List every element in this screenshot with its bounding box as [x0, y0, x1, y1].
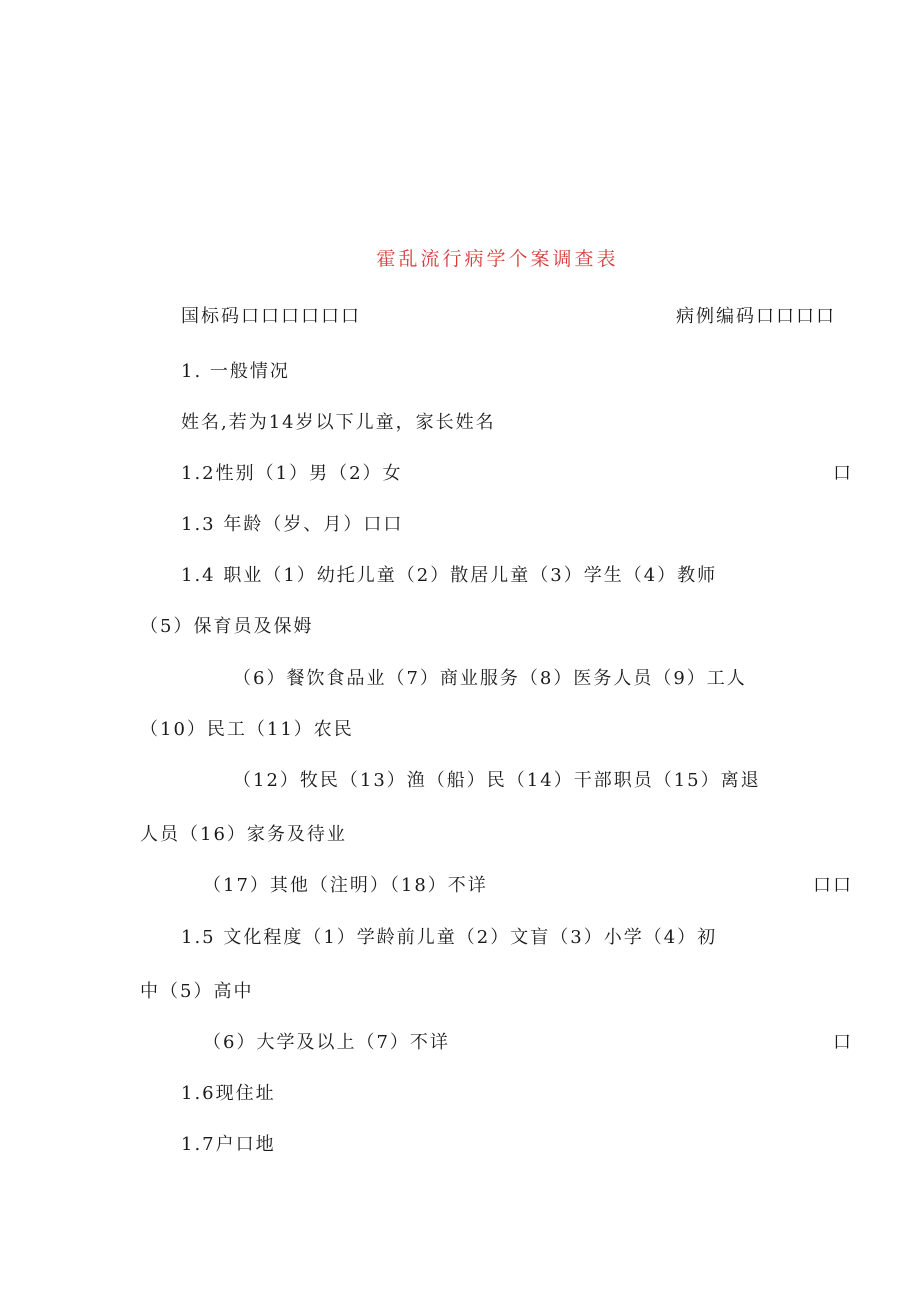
- occupation-checkbox: 口口: [813, 875, 853, 896]
- name-field-label: 姓名,若为14岁以下儿童，家长姓名: [181, 412, 496, 433]
- education-checkbox: 口: [833, 1032, 853, 1053]
- occupation-line-5: （12）牧民（13）渔（船）民（14）干部职员（15）离退: [233, 770, 761, 791]
- national-code: 国标码口口口口口口: [181, 306, 361, 327]
- registered-residence-label: 1.7户口地: [181, 1134, 276, 1155]
- sex-field-label: 1.2性别（1）男（2）女: [181, 463, 403, 484]
- case-code: 病例编码口口口口: [676, 306, 836, 327]
- education-line-3: （6）大学及以上（7）不详: [203, 1032, 450, 1053]
- occupation-line-2: （5）保育员及保姆: [140, 616, 314, 637]
- age-field-label: 1.3 年龄（岁、月）口口: [181, 514, 404, 535]
- education-line-1: 1.5 文化程度（1）学龄前儿童（2）文盲（3）小学（4）初: [181, 927, 718, 948]
- sex-checkbox: 口: [833, 463, 853, 484]
- current-address-label: 1.6现住址: [181, 1083, 276, 1104]
- occupation-line-3: （6）餐饮食品业（7）商业服务（8）医务人员（9）工人: [233, 668, 747, 689]
- education-line-2: 中（5）高中: [140, 981, 254, 1002]
- occupation-line-7: （17）其他（注明）（18）不详: [203, 875, 488, 896]
- document-title: 霍乱流行病学个案调查表: [376, 248, 619, 270]
- section-general-heading: 1. 一般情况: [181, 361, 290, 382]
- occupation-line-1: 1.4 职业（1）幼托儿童（2）散居儿童（3）学生（4）教师: [181, 565, 718, 586]
- occupation-line-4: （10）民工（11）农民: [140, 719, 354, 740]
- occupation-line-6: 人员（16）家务及待业: [140, 824, 347, 845]
